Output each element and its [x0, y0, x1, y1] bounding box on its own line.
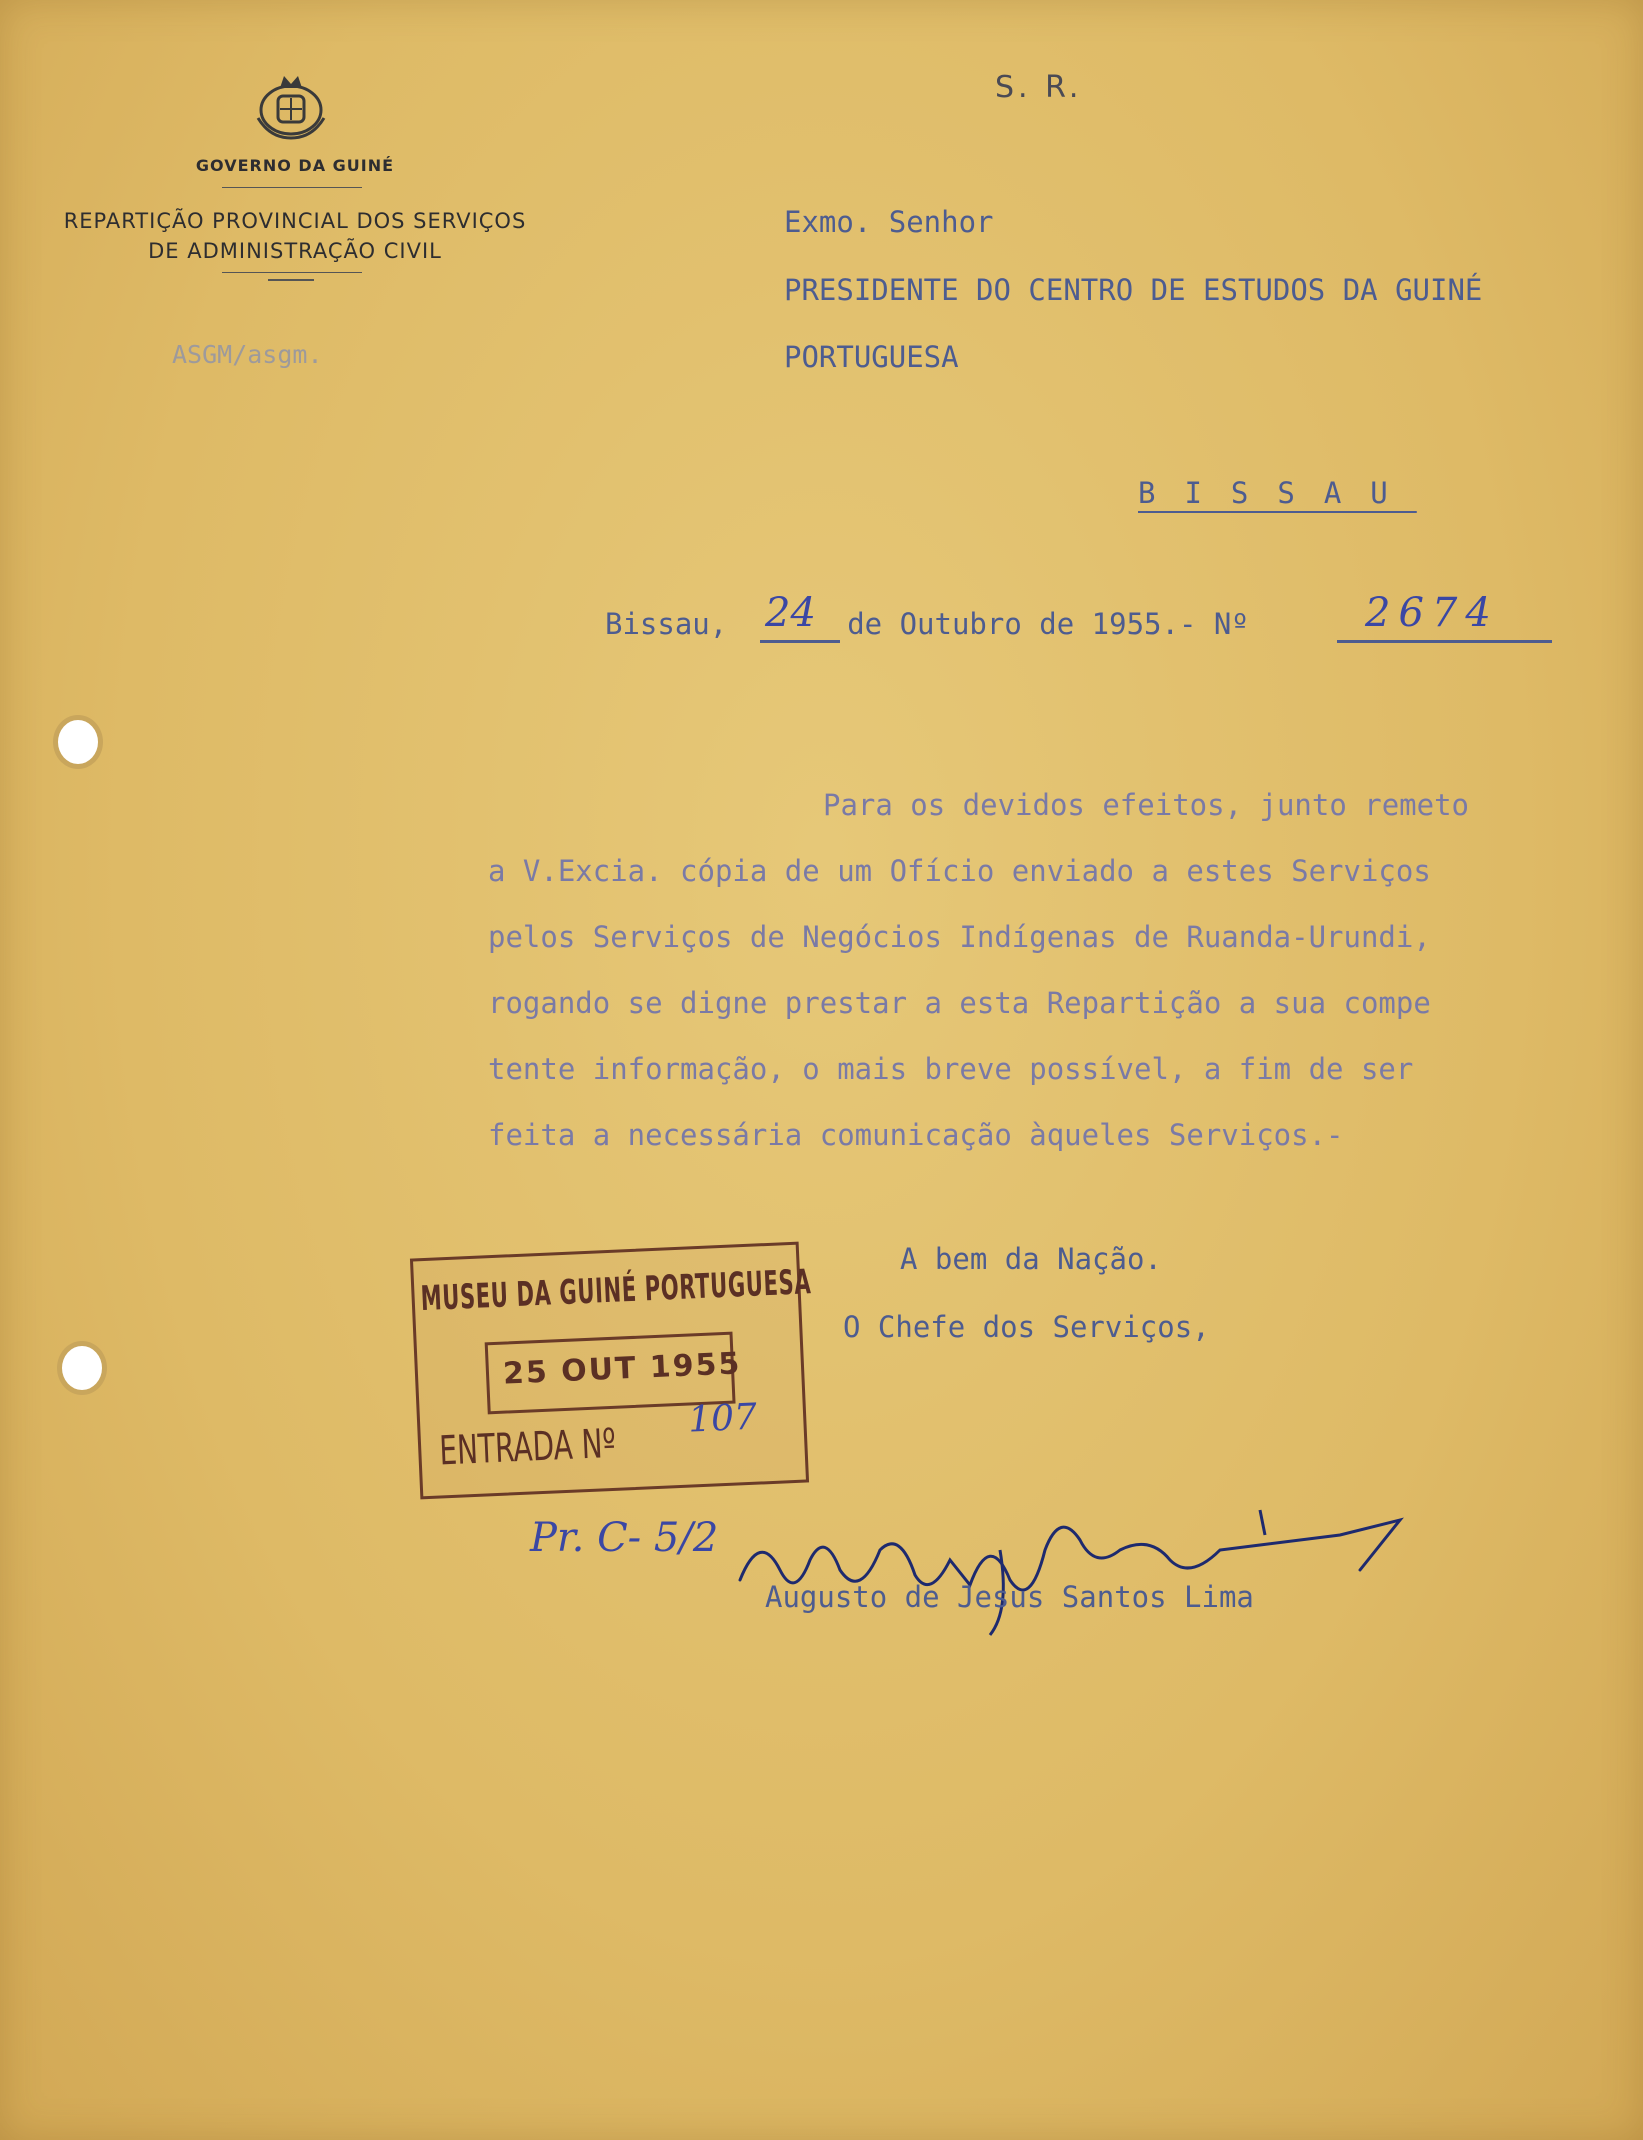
number-underline	[1337, 640, 1552, 643]
header-divider	[268, 279, 314, 281]
body-line: Para os devidos efeitos, junto remeto	[823, 788, 1470, 822]
department-name	[60, 206, 530, 266]
stamp-title: MUSEU DA GUINÉ PORTUGUESA	[419, 1262, 813, 1320]
reference-code: ASGM/asgm.	[172, 340, 323, 369]
coat-of-arms-icon	[250, 68, 332, 142]
stamp-entry-number: 107	[687, 1396, 758, 1441]
handwritten-day: 24	[765, 590, 816, 636]
stamp-entry-label: ENTRADA Nº	[438, 1420, 617, 1475]
body-line: tente informação, o mais breve possível, a fim de ser	[488, 1052, 1414, 1086]
handwritten-annotation: Pr. C- 5/2	[530, 1515, 719, 1561]
museum-entry-stamp	[410, 1242, 813, 1500]
recipient-line-1: PRESIDENTE DO CENTRO DE ESTUDOS DA GUINÉ	[784, 273, 1483, 307]
day-underline	[760, 640, 840, 643]
salutation: Exmo. Senhor	[784, 205, 994, 239]
handwritten-number: 2674	[1365, 590, 1499, 636]
letter-body	[488, 772, 1578, 1168]
header-divider	[222, 272, 362, 273]
body-line: rogando se digne prestar a esta Repartição a sua compe	[488, 986, 1431, 1020]
department-line-2: DE ADMINISTRAÇÃO CIVIL	[148, 239, 442, 263]
body-line: feita a necessária comunicação àqueles Serviços.-	[488, 1118, 1344, 1152]
body-line: a V.Excia. cópia de um Ofício enviado a estes Serviços	[488, 854, 1431, 888]
dateline	[605, 607, 1249, 641]
dateline-place: Bissau,	[605, 607, 728, 641]
header-divider	[222, 187, 362, 188]
recipient-line-2: PORTUGUESA	[784, 340, 959, 374]
stamp-date: 25 OUT 1955	[502, 1346, 743, 1392]
closing-title: O Chefe dos Serviços,	[843, 1310, 1210, 1344]
signatory-name: Augusto de Jesus Santos Lima	[765, 1580, 1254, 1614]
punch-hole	[62, 1346, 102, 1390]
government-name: GOVERNO DA GUINÉ	[195, 156, 395, 175]
body-line: pelos Serviços de Negócios Indígenas de Ruanda-Urundi,	[488, 920, 1431, 954]
dateline-month-year: de Outubro de 1955.- Nº	[847, 607, 1249, 641]
signature	[700, 1490, 1440, 1640]
department-line-1: REPARTIÇÃO PROVINCIAL DOS SERVIÇOS	[63, 209, 527, 233]
punch-hole	[58, 720, 98, 764]
recipient-city: BISSAU	[1138, 476, 1417, 510]
closing-formula: A bem da Nação.	[900, 1242, 1162, 1276]
sr-mark: S. R.	[995, 70, 1083, 105]
